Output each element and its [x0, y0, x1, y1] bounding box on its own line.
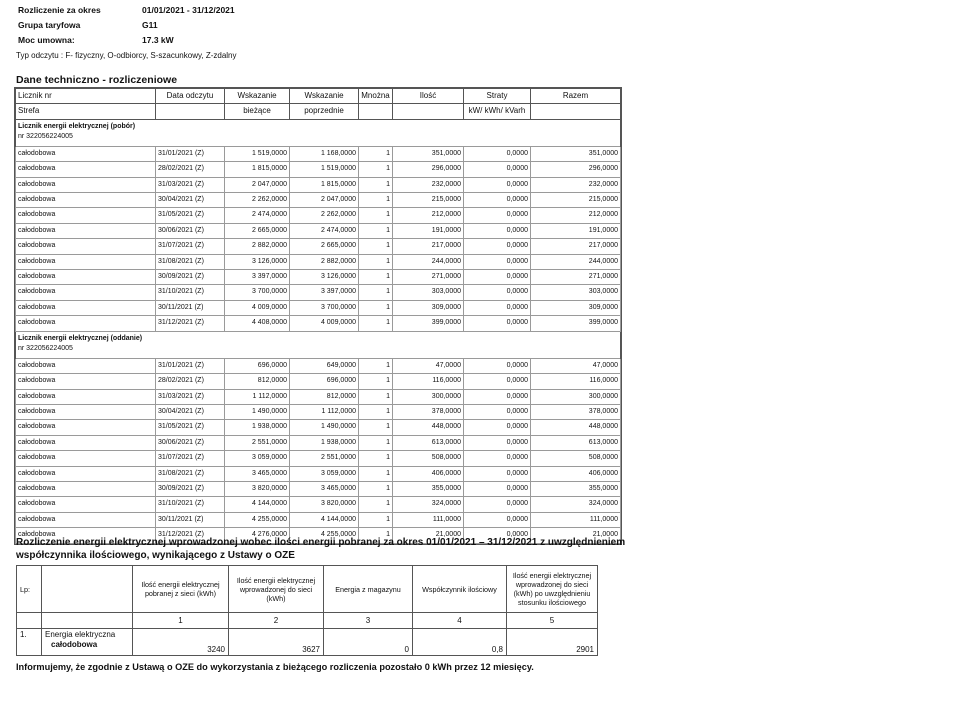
- losses-cell: 0,0000: [464, 374, 531, 389]
- date-cell: 31/10/2021 (Z): [156, 497, 225, 512]
- previous-reading-cell: 2 882,0000: [290, 254, 359, 269]
- power-value: 17.3 kW: [142, 35, 174, 45]
- zone-cell: całodobowa: [16, 512, 156, 527]
- tariff-value: G11: [142, 20, 158, 30]
- total-cell: 296,0000: [531, 162, 621, 177]
- previous-reading-cell: 1 938,0000: [290, 435, 359, 450]
- current-reading-cell: 2 882,0000: [225, 239, 290, 254]
- quantity-cell: 378,0000: [393, 404, 464, 419]
- table-row: [16, 270, 621, 285]
- zone-cell: całodobowa: [16, 162, 156, 177]
- zone-cell: całodobowa: [16, 451, 156, 466]
- unit-header: kW/ kWh/ kVarh: [464, 104, 531, 119]
- multiplier-cell: 1: [359, 528, 393, 543]
- multiplier-cell: 1: [359, 451, 393, 466]
- date-cell: 31/12/2021 (Z): [156, 528, 225, 543]
- current-reading-cell: 4 408,0000: [225, 316, 290, 331]
- date-cell: 31/05/2021 (Z): [156, 208, 225, 223]
- previous-reading-cell: 3 820,0000: [290, 497, 359, 512]
- table-row: [16, 389, 621, 404]
- current-reading-cell: 3 820,0000: [225, 481, 290, 496]
- previous-reading-cell: 3 059,0000: [290, 466, 359, 481]
- current-reading-cell: 4 009,0000: [225, 300, 290, 315]
- current-reading-cell: 4 144,0000: [225, 497, 290, 512]
- multiplier-cell: 1: [359, 239, 393, 254]
- date-cell: 30/04/2021 (Z): [156, 193, 225, 208]
- table-row: [16, 239, 621, 254]
- table-row: [16, 146, 621, 161]
- total-cell: 111,0000: [531, 512, 621, 527]
- tariff-row: [16, 18, 237, 33]
- multiplier-cell: 1: [359, 208, 393, 223]
- table-row: [16, 481, 621, 496]
- readings-table: [15, 88, 621, 544]
- multiplier-cell: 1: [359, 389, 393, 404]
- table-row: [16, 208, 621, 223]
- quantity-cell: 406,0000: [393, 466, 464, 481]
- date-cell: 30/09/2021 (Z): [156, 481, 225, 496]
- quantity-cell: 191,0000: [393, 223, 464, 238]
- zone-cell: całodobowa: [16, 285, 156, 300]
- quantity-cell: 508,0000: [393, 451, 464, 466]
- losses-cell: 0,0000: [464, 528, 531, 543]
- meter-title: Licznik energii elektrycznej (oddanie): [18, 334, 143, 342]
- multiplier-cell: 1: [359, 358, 393, 373]
- multiplier-cell: 1: [359, 497, 393, 512]
- current-reading-cell: 3 126,0000: [225, 254, 290, 269]
- total-cell: 613,0000: [531, 435, 621, 450]
- multiplier-cell: 1: [359, 316, 393, 331]
- zone-cell: całodobowa: [16, 466, 156, 481]
- current-reading-cell: 1 815,0000: [225, 162, 290, 177]
- previous-reading-cell: 649,0000: [290, 358, 359, 373]
- date-cell: 31/01/2021 (Z): [156, 146, 225, 161]
- multiplier-cell: 1: [359, 512, 393, 527]
- current-reading-cell: 1 938,0000: [225, 420, 290, 435]
- row-lp: 1.: [17, 629, 42, 656]
- losses-cell: 0,0000: [464, 420, 531, 435]
- col-losses-header: Straty: [464, 89, 531, 104]
- total-cell: 355,0000: [531, 481, 621, 496]
- quantity-cell: 116,0000: [393, 374, 464, 389]
- total-cell: 508,0000: [531, 451, 621, 466]
- date-cell: 31/08/2021 (Z): [156, 466, 225, 481]
- losses-cell: 0,0000: [464, 162, 531, 177]
- date-cell: 31/07/2021 (Z): [156, 451, 225, 466]
- date-cell: 31/03/2021 (Z): [156, 389, 225, 404]
- current-reading-cell: 2 665,0000: [225, 223, 290, 238]
- meter-number: nr 322056224005: [18, 132, 73, 140]
- quantity-cell: 309,0000: [393, 300, 464, 315]
- table-row: [16, 404, 621, 419]
- quantity-cell: 613,0000: [393, 435, 464, 450]
- section-title-oze: Rozliczenie energii elektrycznej wprowadzonej wobec ilości energii pobranej za okres 01/01/2021 – 31/12/2021 z uwzględnieniem współczynnika ilościowego, wynikającego z Ustawy o OZE: [16, 537, 626, 561]
- date-cell: 31/12/2021 (Z): [156, 316, 225, 331]
- multiplier-cell: 1: [359, 270, 393, 285]
- table-row: [16, 177, 621, 192]
- previous-reading-cell: 1 519,0000: [290, 162, 359, 177]
- multiplier-cell: 1: [359, 481, 393, 496]
- losses-cell: 0,0000: [464, 389, 531, 404]
- losses-cell: 0,0000: [464, 208, 531, 223]
- power-label: Moc umowna:: [18, 35, 75, 45]
- table-row: [16, 374, 621, 389]
- current-reading-cell: 812,0000: [225, 374, 290, 389]
- multiplier-cell: 1: [359, 177, 393, 192]
- previous-reading-cell: 1 168,0000: [290, 146, 359, 161]
- quantity-cell: 399,0000: [393, 316, 464, 331]
- quantity-cell: 324,0000: [393, 497, 464, 512]
- total-cell: 300,0000: [531, 389, 621, 404]
- previous-reading-cell: 3 126,0000: [290, 270, 359, 285]
- total-cell: 232,0000: [531, 177, 621, 192]
- multiplier-cell: 1: [359, 285, 393, 300]
- previous-reading-cell: 2 665,0000: [290, 239, 359, 254]
- previous-reading-cell: 2 551,0000: [290, 451, 359, 466]
- date-cell: 31/10/2021 (Z): [156, 285, 225, 300]
- col-zone-header: Strefa: [16, 104, 156, 119]
- reading-type-note: Typ odczytu : F- fizyczny, O-odbiorcy, S-szacunkowy, Z-zdalny: [16, 51, 237, 60]
- total-cell: 244,0000: [531, 254, 621, 269]
- total-cell: 448,0000: [531, 420, 621, 435]
- previous-reading-cell: 4 009,0000: [290, 316, 359, 331]
- date-cell: 28/02/2021 (Z): [156, 374, 225, 389]
- previous-reading-cell: 4 144,0000: [290, 512, 359, 527]
- quantity-cell: 111,0000: [393, 512, 464, 527]
- zone-cell: całodobowa: [16, 420, 156, 435]
- table-row: [16, 435, 621, 450]
- col-num-1: 1: [133, 613, 229, 629]
- multiplier-cell: 1: [359, 162, 393, 177]
- previous-reading-cell: 4 255,0000: [290, 528, 359, 543]
- table-row: [16, 512, 621, 527]
- previous-reading-cell: 1 490,0000: [290, 420, 359, 435]
- zone-cell: całodobowa: [16, 193, 156, 208]
- losses-cell: 0,0000: [464, 254, 531, 269]
- quantity-cell: 212,0000: [393, 208, 464, 223]
- total-cell: 303,0000: [531, 285, 621, 300]
- power-row: [16, 33, 237, 48]
- quantity-cell: 303,0000: [393, 285, 464, 300]
- losses-cell: 0,0000: [464, 451, 531, 466]
- multiplier-cell: 1: [359, 193, 393, 208]
- total-cell: 191,0000: [531, 223, 621, 238]
- col-num-3: 3: [324, 613, 413, 629]
- multiplier-cell: 1: [359, 223, 393, 238]
- total-cell: 47,0000: [531, 358, 621, 373]
- col-quantity-header: Ilość: [393, 89, 464, 104]
- losses-cell: 0,0000: [464, 270, 531, 285]
- quantity-cell: 300,0000: [393, 389, 464, 404]
- table-row: [16, 420, 621, 435]
- zone-cell: całodobowa: [16, 223, 156, 238]
- previous-reading-cell: 3 465,0000: [290, 481, 359, 496]
- previous-reading-cell: 3 700,0000: [290, 300, 359, 315]
- date-cell: 31/05/2021 (Z): [156, 420, 225, 435]
- meter-number: nr 322056224005: [18, 344, 73, 352]
- losses-cell: 0,0000: [464, 435, 531, 450]
- zone-cell: całodobowa: [16, 316, 156, 331]
- multiplier-cell: 1: [359, 300, 393, 315]
- total-cell: 215,0000: [531, 193, 621, 208]
- multiplier-cell: 1: [359, 254, 393, 269]
- fed-in-adjusted-value: 2901: [507, 629, 598, 656]
- previous-reading-cell: 2 262,0000: [290, 208, 359, 223]
- losses-cell: 0,0000: [464, 481, 531, 496]
- meter-header-row: [16, 119, 621, 146]
- current-reading-cell: 4 276,0000: [225, 528, 290, 543]
- col-previous-header: Wskazanie: [290, 89, 359, 104]
- tariff-label: Grupa taryfowa: [18, 20, 81, 30]
- losses-cell: 0,0000: [464, 316, 531, 331]
- quantity-cell: 21,0000: [393, 528, 464, 543]
- col-date-header: Data odczytu: [156, 89, 225, 104]
- zone-cell: całodobowa: [16, 300, 156, 315]
- total-cell: 378,0000: [531, 404, 621, 419]
- table-row: [16, 223, 621, 238]
- fed-in-adjusted-header: Ilość energii elektrycznej wprowadzonej do sieci (kWh) po uwzględnieniu stosunku ilościowego: [507, 566, 598, 613]
- zone-cell: całodobowa: [16, 404, 156, 419]
- previous-reading-cell: 2 474,0000: [290, 223, 359, 238]
- quantity-cell: 217,0000: [393, 239, 464, 254]
- row-label-line1: Energia elektryczna: [45, 630, 116, 639]
- current-reading-cell: 2 474,0000: [225, 208, 290, 223]
- current-reading-cell: 3 700,0000: [225, 285, 290, 300]
- table-row: [16, 162, 621, 177]
- meter-header-row: [16, 331, 621, 358]
- total-cell: 21,0000: [531, 528, 621, 543]
- previous-reading-cell: 1 112,0000: [290, 404, 359, 419]
- date-cell: 30/11/2021 (Z): [156, 512, 225, 527]
- current-reading-cell: 2 262,0000: [225, 193, 290, 208]
- meter-title: Licznik energii elektrycznej (pobór): [18, 122, 136, 130]
- total-cell: 212,0000: [531, 208, 621, 223]
- quantity-cell: 215,0000: [393, 193, 464, 208]
- oze-settlement-table: [16, 565, 598, 656]
- date-cell: 31/08/2021 (Z): [156, 254, 225, 269]
- zone-cell: całodobowa: [16, 528, 156, 543]
- zone-cell: całodobowa: [16, 435, 156, 450]
- current-reading-cell: 1 112,0000: [225, 389, 290, 404]
- col-num-2: 2: [229, 613, 324, 629]
- current-reading-cell: 3 059,0000: [225, 451, 290, 466]
- zone-cell: całodobowa: [16, 177, 156, 192]
- col-meter-header: Licznik nr: [16, 89, 156, 104]
- total-cell: 406,0000: [531, 466, 621, 481]
- quantity-cell: 271,0000: [393, 270, 464, 285]
- footer-note: Informujemy, że zgodnie z Ustawą o OZE do wykorzystania z bieżącego rozliczenia pozostało 0 kWh przez 12 miesięcy.: [16, 662, 534, 672]
- total-cell: 271,0000: [531, 270, 621, 285]
- col-multiplier-header: Mnożna: [359, 89, 393, 104]
- total-cell: 217,0000: [531, 239, 621, 254]
- losses-cell: 0,0000: [464, 177, 531, 192]
- quantity-cell: 232,0000: [393, 177, 464, 192]
- losses-cell: 0,0000: [464, 223, 531, 238]
- date-cell: 31/01/2021 (Z): [156, 358, 225, 373]
- current-reading-cell: 1 519,0000: [225, 146, 290, 161]
- date-cell: 30/11/2021 (Z): [156, 300, 225, 315]
- table-row: [16, 451, 621, 466]
- losses-cell: 0,0000: [464, 497, 531, 512]
- total-cell: 399,0000: [531, 316, 621, 331]
- quantity-cell: 244,0000: [393, 254, 464, 269]
- current-reading-cell: 3 397,0000: [225, 270, 290, 285]
- quantity-cell: 47,0000: [393, 358, 464, 373]
- section-title-technical: Dane techniczno - rozliczeniowe: [16, 74, 178, 86]
- multiplier-cell: 1: [359, 374, 393, 389]
- previous-reading-cell: 2 047,0000: [290, 193, 359, 208]
- period-row: [16, 3, 237, 18]
- multiplier-cell: 1: [359, 146, 393, 161]
- col-total-header: Razem: [531, 89, 621, 104]
- losses-cell: 0,0000: [464, 466, 531, 481]
- zone-cell: całodobowa: [16, 239, 156, 254]
- date-cell: 30/09/2021 (Z): [156, 270, 225, 285]
- losses-cell: 0,0000: [464, 239, 531, 254]
- table-row: [16, 193, 621, 208]
- zone-cell: całodobowa: [16, 374, 156, 389]
- previous-reading-cell: 812,0000: [290, 389, 359, 404]
- current-reading-cell: 3 465,0000: [225, 466, 290, 481]
- billing-header: [16, 3, 237, 63]
- zone-cell: całodobowa: [16, 146, 156, 161]
- losses-cell: 0,0000: [464, 146, 531, 161]
- coefficient-header: Współczynnik ilościowy: [413, 566, 507, 613]
- total-cell: 309,0000: [531, 300, 621, 315]
- quantity-cell: 296,0000: [393, 162, 464, 177]
- fed-in-header: Ilość energii elektrycznej wprowadzonej do sieci (kWh): [229, 566, 324, 613]
- losses-cell: 0,0000: [464, 404, 531, 419]
- table-row: [16, 358, 621, 373]
- table-row: [16, 316, 621, 331]
- table-row: [16, 300, 621, 315]
- coefficient-value: 0,8: [413, 629, 507, 656]
- multiplier-cell: 1: [359, 404, 393, 419]
- period-value: 01/01/2021 - 31/12/2021: [142, 5, 235, 15]
- current-reading-cell: 1 490,0000: [225, 404, 290, 419]
- table-row: [16, 466, 621, 481]
- multiplier-cell: 1: [359, 420, 393, 435]
- zone-cell: całodobowa: [16, 497, 156, 512]
- row-label-line2: całodobowa: [51, 640, 98, 649]
- quantity-cell: 355,0000: [393, 481, 464, 496]
- multiplier-cell: 1: [359, 466, 393, 481]
- previous-reading-cell: 3 397,0000: [290, 285, 359, 300]
- quantity-cell: 448,0000: [393, 420, 464, 435]
- current-reading-cell: 4 255,0000: [225, 512, 290, 527]
- table-row: [16, 254, 621, 269]
- col-num-4: 4: [413, 613, 507, 629]
- date-cell: 30/06/2021 (Z): [156, 223, 225, 238]
- losses-cell: 0,0000: [464, 358, 531, 373]
- date-cell: 30/06/2021 (Z): [156, 435, 225, 450]
- fed-in-value: 3627: [229, 629, 324, 656]
- zone-cell: całodobowa: [16, 208, 156, 223]
- total-cell: 351,0000: [531, 146, 621, 161]
- storage-header: Energia z magazynu: [324, 566, 413, 613]
- consumed-value: 3240: [133, 629, 229, 656]
- total-cell: 116,0000: [531, 374, 621, 389]
- losses-cell: 0,0000: [464, 512, 531, 527]
- current-reading-cell: 696,0000: [225, 358, 290, 373]
- multiplier-cell: 1: [359, 435, 393, 450]
- zone-cell: całodobowa: [16, 270, 156, 285]
- lp-header: Lp:: [17, 566, 42, 613]
- zone-cell: całodobowa: [16, 389, 156, 404]
- date-cell: 31/03/2021 (Z): [156, 177, 225, 192]
- col-current-header: Wskazanie: [225, 89, 290, 104]
- col-current-header-2: bieżące: [225, 104, 290, 119]
- previous-reading-cell: 696,0000: [290, 374, 359, 389]
- date-cell: 31/07/2021 (Z): [156, 239, 225, 254]
- losses-cell: 0,0000: [464, 300, 531, 315]
- date-cell: 30/04/2021 (Z): [156, 404, 225, 419]
- storage-value: 0: [324, 629, 413, 656]
- losses-cell: 0,0000: [464, 285, 531, 300]
- date-cell: 28/02/2021 (Z): [156, 162, 225, 177]
- table-row: [16, 285, 621, 300]
- row-label: [42, 629, 133, 656]
- col-previous-header-2: poprzednie: [290, 104, 359, 119]
- current-reading-cell: 2 551,0000: [225, 435, 290, 450]
- zone-cell: całodobowa: [16, 481, 156, 496]
- previous-reading-cell: 1 815,0000: [290, 177, 359, 192]
- col-num-5: 5: [507, 613, 598, 629]
- table-row: [16, 497, 621, 512]
- zone-cell: całodobowa: [16, 254, 156, 269]
- period-label: Rozliczenie za okres: [18, 5, 101, 15]
- losses-cell: 0,0000: [464, 193, 531, 208]
- consumed-header: Ilość energii elektrycznej pobranej z sieci (kWh): [133, 566, 229, 613]
- current-reading-cell: 2 047,0000: [225, 177, 290, 192]
- quantity-cell: 351,0000: [393, 146, 464, 161]
- zone-cell: całodobowa: [16, 358, 156, 373]
- total-cell: 324,0000: [531, 497, 621, 512]
